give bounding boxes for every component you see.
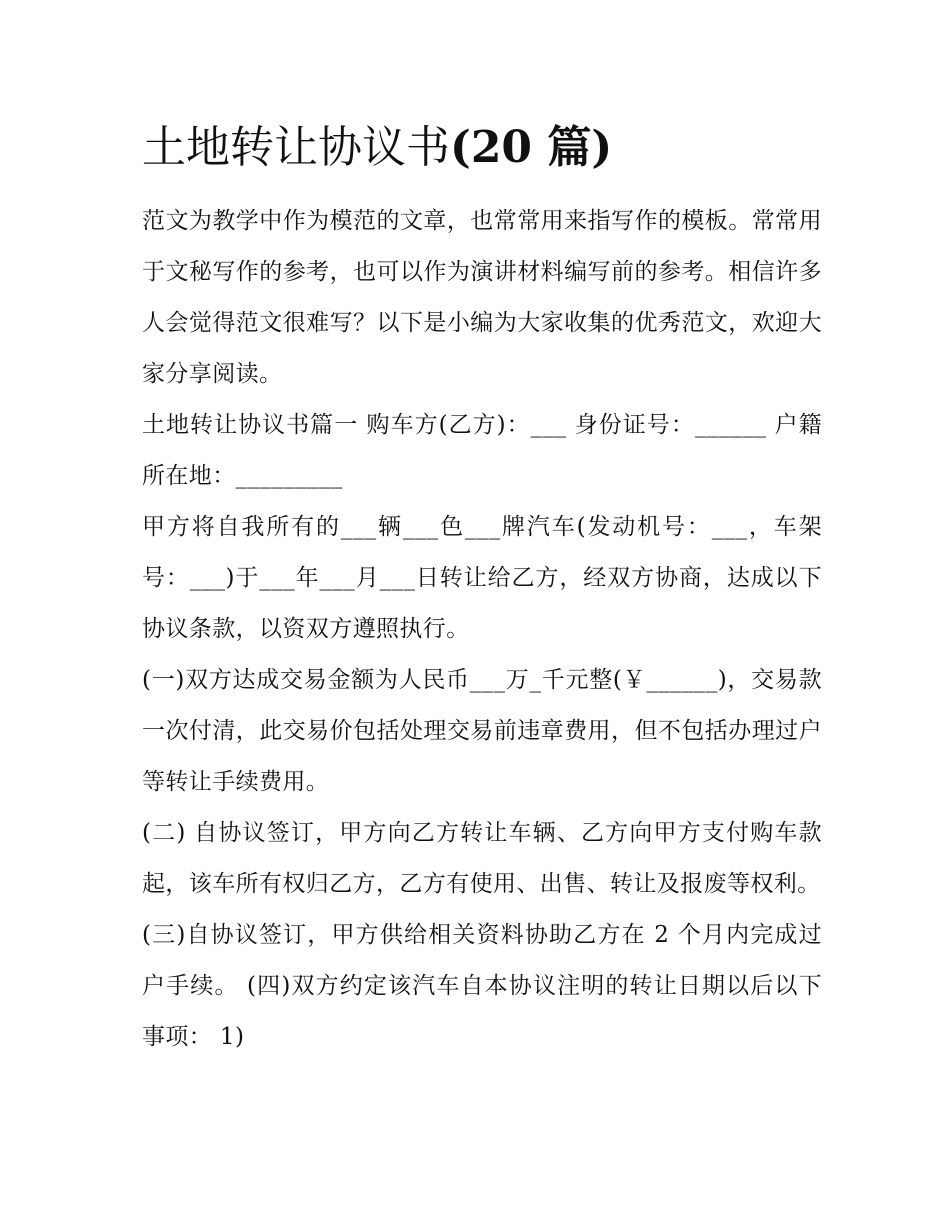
title-count: (20 篇) bbox=[450, 122, 613, 173]
document-title bbox=[142, 118, 612, 178]
document-body bbox=[142, 196, 822, 1063]
intro-paragraph: 范文为教学中作为模范的文章，也常常用来指写作的模板。常常用于文秘写作的参考，也可以作为演讲材料编写前的参考。相信许多人会觉得范文很难写？以下是小编为大家收集的优秀范文，欢迎大家分享阅读。 bbox=[142, 208, 822, 387]
clause-two-paragraph: (二) 自协议签订，甲方向乙方转让车辆、乙方向甲方支付购车款起，该车所有权归乙方，乙方有使用、出售、转让及报废等权利。 bbox=[142, 820, 822, 897]
vehicle-transfer-paragraph: 甲方将自我所有的___辆___色___牌汽车(发动机号：___，车架号：___)于___年___月___日转让给乙方，经双方协商，达成以下协议条款，以资双方遵照执行。 bbox=[142, 514, 822, 642]
clause-three-paragraph: (三)自协议签订，甲方供给相关资料协助乙方在 2 个月内完成过户手续。 (四)双方约定该汽车自本协议注明的转让日期以后以下事项： 1) bbox=[142, 922, 822, 1050]
buyer-info-paragraph: 土地转让协议书篇一 购车方(乙方)：___ 身份证号：______ 户籍所在地：_________ bbox=[142, 412, 822, 489]
clause-one-paragraph: (一)双方达成交易金额为人民币___万_千元整(￥______)，交易款一次付清，此交易价包括处理交易前违章费用，但不包括办理过户等转让手续费用。 bbox=[142, 667, 822, 795]
title-text: 土地转让协议书 bbox=[142, 122, 450, 173]
